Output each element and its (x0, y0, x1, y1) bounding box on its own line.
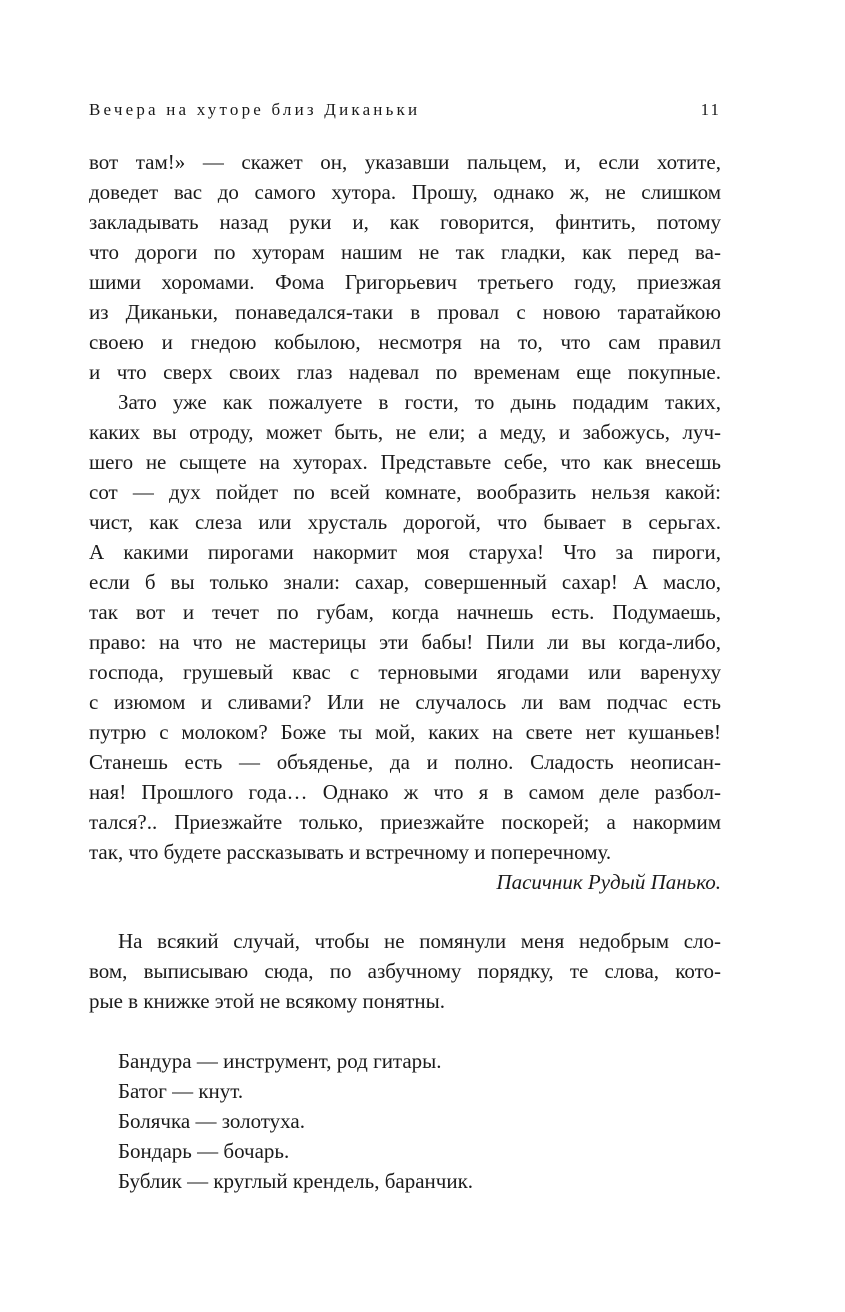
text-line: тался?.. Приезжайте только, приезжайте поскорей; а накормим (89, 810, 721, 834)
text-line: Станешь есть — объяденье, да и полно. Сладость неописан- (89, 750, 721, 774)
text-line: из Диканьки, понаведался-таки в провал с новою таратайкою (89, 300, 721, 324)
glossary-entry: Бандура — инструмент, род гитары. (118, 1049, 442, 1073)
text-line: вот там!» — скажет он, указавши пальцем, и, если хотите, (89, 150, 721, 174)
running-header (89, 100, 721, 126)
text-line: господа, грушевый квас с терновыми ягодами или варенуху (89, 660, 721, 684)
book-title: Вечера на хуторе близ Диканьки (89, 100, 421, 119)
text-line: и что сверх своих глаз надевал по временам еще покупные. (89, 360, 721, 384)
text-line: право: на что не мастерицы эти бабы! Пили ли вы когда-либо, (89, 630, 721, 654)
text-line: с изюмом и сливами? Или не случалось ли вам подчас есть (89, 690, 721, 714)
author-signature: Пасичник Рудый Панько. (496, 870, 721, 894)
text-line: своею и гнедою кобылою, несмотря на то, что сам правил (89, 330, 721, 354)
text-line: ная! Прошлого года… Однако ж что я в самом деле разбол- (89, 780, 721, 804)
text-line: так вот и течет по губам, когда начнешь есть. Подумаешь, (89, 600, 721, 624)
text-line: сот — дух пойдет по всей комнате, вообразить нельзя какой: (89, 480, 721, 504)
text-line: закладывать назад руки и, как говорится, финтить, потому (89, 210, 721, 234)
text-line: доведет вас до самого хутора. Прошу, однако ж, не слишком (89, 180, 721, 204)
text-line: каких вы отроду, может быть, не ели; а меду, и забожусь, луч- (89, 420, 721, 444)
glossary-entry: Болячка — золотуха. (118, 1109, 305, 1133)
text-line: рые в книжке этой не всякому понятны. (89, 989, 445, 1013)
glossary-intro (89, 926, 721, 1016)
text-line: шими хоромами. Фома Григорьевич третьего году, приезжая (89, 270, 721, 294)
text-line: Зато уже как пожалуете в гости, то дынь подадим таких, (118, 390, 721, 414)
text-line: если б вы только знали: сахар, совершенный сахар! А масло, (89, 570, 721, 594)
text-line: вом, выписываю сюда, по азбучному порядку, те слова, кото- (89, 959, 721, 983)
main-text (89, 147, 721, 897)
text-line: так, что будете рассказывать и встречному и поперечному. (89, 840, 612, 864)
text-line: шего не сыщете на хуторах. Представьте себе, что как внесешь (89, 450, 721, 474)
text-line: что дороги по хуторам нашим не так гладки, как перед ва- (89, 240, 721, 264)
text-line: путрю с молоком? Боже ты мой, каких на свете нет кушаньев! (89, 720, 721, 744)
glossary-entry: Бондарь — бочарь. (118, 1139, 290, 1163)
text-line: На всякий случай, чтобы не помянули меня недобрым сло- (118, 929, 721, 953)
text-line: А какими пирогами накормит моя старуха! Что за пироги, (89, 540, 721, 564)
text-line: чист, как слеза или хрусталь дорогой, что бывает в серьгах. (89, 510, 721, 534)
glossary-list (118, 1046, 718, 1196)
glossary-entry: Батог — кнут. (118, 1079, 244, 1103)
glossary-entry: Бублик — круглый крендель, баранчик. (118, 1169, 474, 1193)
page-number: 11 (700, 100, 721, 119)
